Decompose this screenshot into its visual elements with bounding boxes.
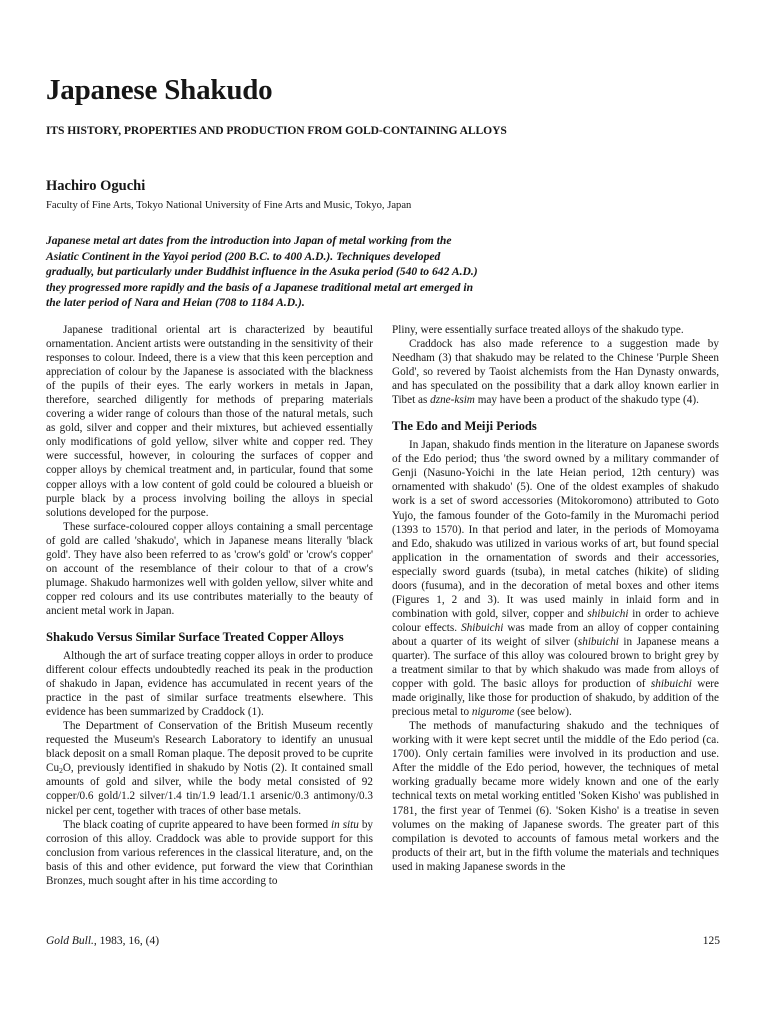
- paragraph: The methods of manufacturing shakudo and the techniques of working with it were kept secret until the middle of the Edo period (ca. 1700). Only certain families were involved in its production and use. After the middle of the Edo period, however, the techniques of metal working gradually became more widely known and one of the early technical texts on metal working entitled 'Soken Kisho' was published in 1781, the first year of Tenmei (6). 'Soken Kisho' is a treatise in seven volumes on the making of Japanese swords. The greater part of this compilation is devoted to accounts of famous metal workers and the products of their art, but in the fifth volume the materials and techniques used in making Japanese swords in the: [392, 720, 719, 873]
- text-run: was made from an alloy of copper containing about a quarter of its weight of silver (: [392, 621, 719, 648]
- text-run: The Department of Conservation of the British Museum recently requested the Museum's Research Laboratory to identify an unusual black deposit on a small Roman plaque. The deposit proved to be cuprite Cu: [46, 720, 373, 775]
- text-run: The black coating of cuprite appeared to have been formed: [63, 818, 332, 831]
- section-heading: Shakudo Versus Similar Surface Treated Copper Alloys: [46, 629, 344, 644]
- article-title: Japanese Shakudo: [46, 74, 273, 106]
- text-run: in order to achieve colour effects.: [392, 607, 720, 634]
- journal-citation: [46, 935, 159, 947]
- section-heading: The Edo and Meiji Periods: [392, 419, 537, 434]
- paragraph: Pliny, were essentially surface treated alloys of the shakudo type.: [392, 324, 684, 336]
- paragraph: Although the art of surface treating copper alloys in order to produce different colour effects undoubtedly reached its peak in the production of shakudo in Japan, evidence has accumulated in recent years of the practice in the past of similar surface treatments elsewhere. This evidence has been summarized by Craddock (1).: [46, 649, 373, 719]
- article-subtitle: ITS HISTORY, PROPERTIES AND PRODUCTION FROM GOLD-CONTAINING ALLOYS: [46, 124, 507, 137]
- left-column: [46, 323, 373, 888]
- text-run: were made originally, like those for production of shakudo, by addition of the precious metal to: [392, 678, 719, 719]
- author-name: Hachiro Oguchi: [46, 178, 146, 194]
- emphasis: in situ: [331, 818, 359, 831]
- text-run: In Japan, shakudo finds mention in the literature on Japanese swords of the Edo period; thus 'the sword owned by a military commander of Genji (Nasuno-Yoichi in the late Heian period, 12th century) was ornamented with shakudo' (5). One of the oldest examples of shakudo work is a set of sword accessories (Mitokoromono) attributed to Goto Yujo, the famous founder of the Goto-family in the Muromachi period (1393 to 1570). In that period and later, in the periods of Momoyama and Edo, shakudo was utilized in various works of art, but found special application in the ornamentation of swords and their accessories, especially sword guards (tsuba), in metal catches (hikite) of sliding doors (fusuma), and in the decoration of metal boxes and other items (Figures 1, 2 and 3). It was used mainly in inlaid form and in combination with gold, silver, copper and: [392, 439, 719, 620]
- emphasis: Shibuichi: [461, 621, 504, 634]
- emphasis: dzne-ksim: [430, 394, 475, 407]
- text-run: O, previously identified in shakudo by Notis (2). It contained small amounts of gold and silver, while the body metal consisted of 92 copper/0.6 gold/1.2 silver/1.4 tin/1.9 lead/1.1 arsenic/0.3 antimony/0.3 nickel per cent, together with traces of other base metals.: [46, 762, 373, 817]
- emphasis: nigurome: [471, 706, 515, 719]
- right-column: [392, 323, 719, 874]
- journal-name: Gold Bull.: [46, 935, 94, 947]
- paragraph: [392, 438, 719, 719]
- text-run: may have been a product of the shakudo type (4).: [474, 394, 699, 407]
- abstract: Japanese metal art dates from the introduction into Japan of metal working from the Asiatic Continent in the Yayoi period (200 B.C. to 400 A.D.). Techniques developed gradually, but particularly under Buddhist influence in the Asuka period (540 to 642 A.D.) they progressed more rapidly and the basis of a Japanese traditional metal art emerged in the later period of Nara and Heian (708 to 1184 A.D.).: [46, 234, 478, 310]
- paragraph: [46, 719, 373, 817]
- page-number: 125: [702, 935, 720, 947]
- emphasis: shibuichi: [587, 607, 629, 620]
- citation-details: , 1983, 16, (4): [93, 935, 160, 947]
- text-run: in Japanese means a quarter). The surface of this alloy was coloured brown to bright grey by a treatment similar to that by which shakudo was made from alloys of copper with gold. The basic alloys for production of: [392, 635, 719, 691]
- paragraph: These surface-coloured copper alloys containing a small percentage of gold are called 'shakudo', which in Japanese means literally 'black gold'. They have also been referred to as 'crow's gold' or 'crow's copper' on account of the resemblance of their colour to that of a crow's plumage. Shakudo harmonizes well with golden yellow, silver white and copper red colours and its use contributes materially to the beauty of ancient metal work in Japan.: [46, 520, 373, 617]
- text-run: (see below).: [514, 706, 572, 719]
- text-run: by corrosion of this alloy. Craddock was able to provide support for this conclusion from various references in the classical literature, and, on the basis of this and other evidence, put forward the view that Corinthian Bronzes, much sought after in his time according to: [46, 818, 374, 887]
- text-run: Craddock has also made reference to a suggestion made by Needham (3) that shakudo may be related to the Chinese 'Purple Sheen Gold', so revered by Taoist alchemists from the Han Dynasty onwards, and has speculated on the possibility that a dark alloy known earlier in Tibet as: [392, 338, 719, 407]
- subscript: 2: [59, 766, 63, 776]
- emphasis: shibuichi: [577, 635, 619, 648]
- paragraph: [392, 337, 719, 407]
- paragraph: [46, 818, 373, 888]
- emphasis: shibuichi: [650, 678, 692, 691]
- paragraph: Japanese traditional oriental art is characterized by beautiful ornamentation. Ancient artists were outstanding in the sensitivity of their responses to colour. Indeed, there is a view that this keen perception and appreciation of colour by the Japanese is associated with the blackness of the pupils of their eyes. The early workers in metals in Japan, therefore, searched diligently for methods of preparing materials covering a wider range of colours than those of the natural metals, such as gold, silver and copper and their mixtures, but achieved essentially only modifications of gold yellow, silver white and copper red. They were successful, however, in colouring the surfaces of copper and copper alloys by chemical treatment and, in particular, found that some copper alloys with a low content of gold could be coloured a blueish or purple black by a process involving boiling the alloys in special solutions developed for the purpose.: [46, 324, 373, 519]
- author-affiliation: Faculty of Fine Arts, Tokyo National University of Fine Arts and Music, Tokyo, Japan: [46, 200, 412, 211]
